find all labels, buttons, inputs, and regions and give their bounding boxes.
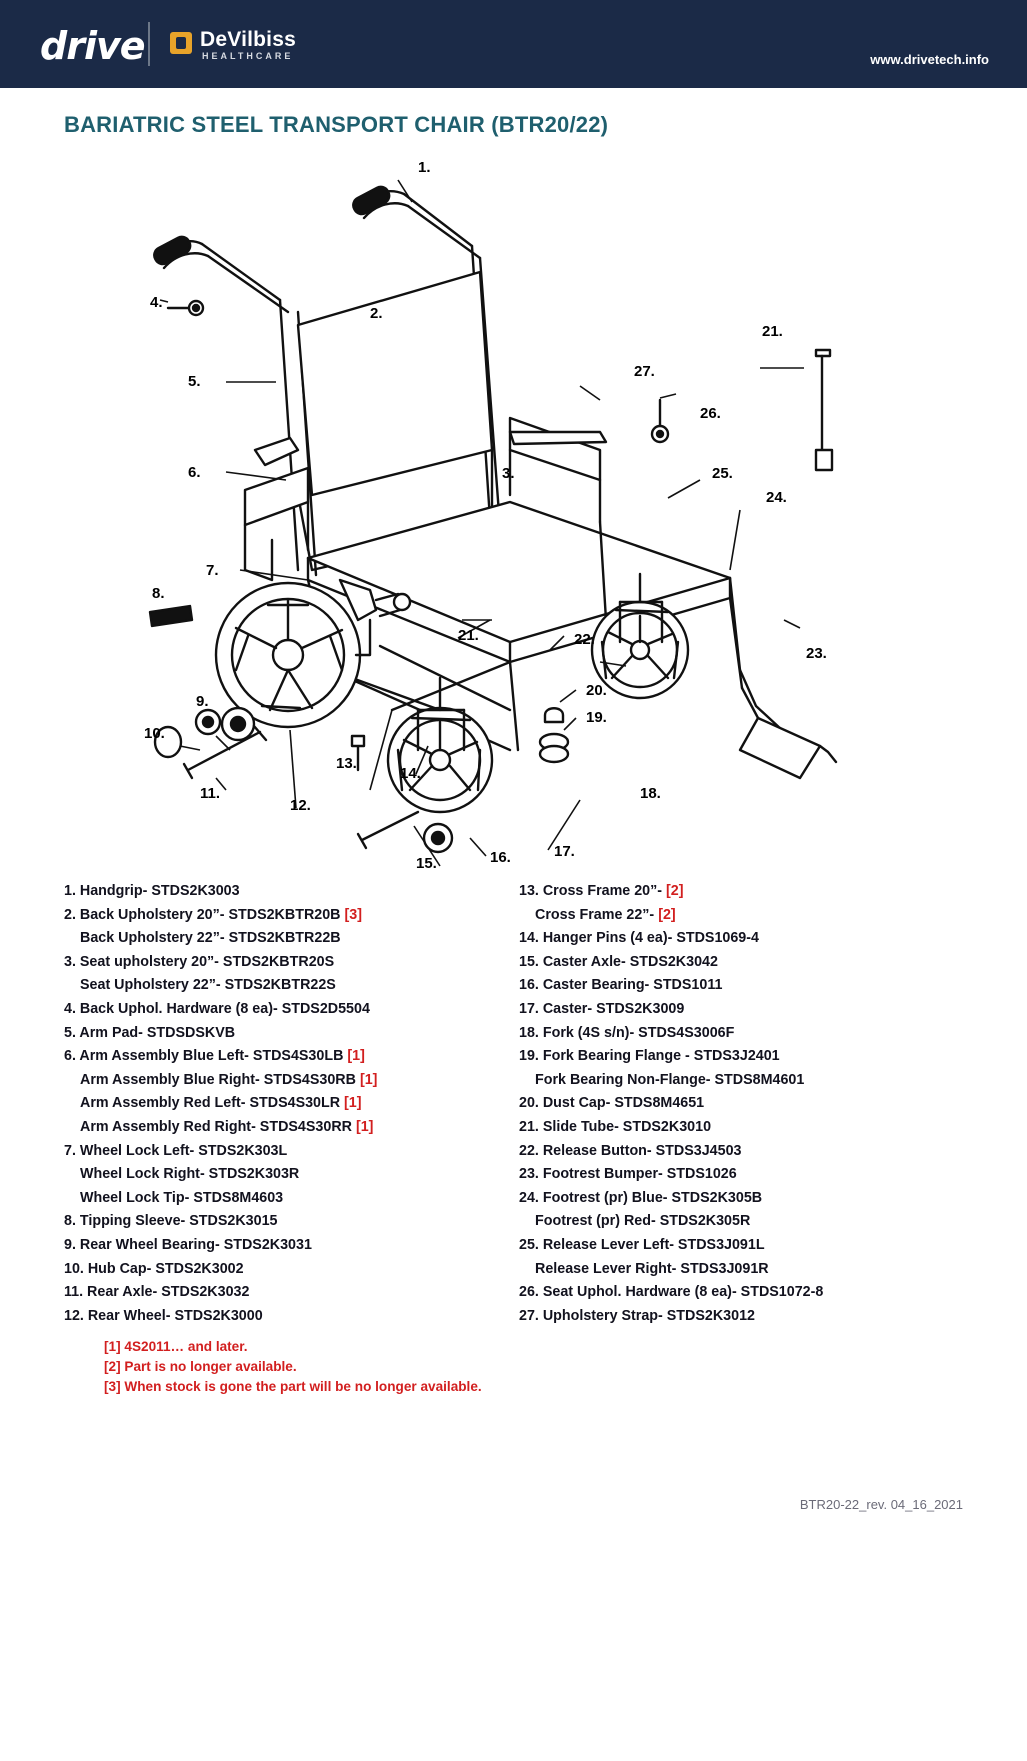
list-item <box>519 880 949 904</box>
svg-text:26.: 26. <box>700 405 721 422</box>
svg-text:7.: 7. <box>206 562 219 579</box>
part-text: 8. Tipping Sleeve- STDS2K3015 <box>64 1213 278 1230</box>
list-item <box>519 1045 949 1069</box>
svg-text:24.: 24. <box>766 489 787 506</box>
part-text: 2. Back Upholstery 20”- STDS2KBTR20B <box>64 906 341 923</box>
list-item <box>64 1281 494 1305</box>
part-text: 21. Slide Tube- STDS2K3010 <box>519 1118 712 1135</box>
part-text: 19. Fork Bearing Flange - STDS3J2401 <box>519 1048 780 1065</box>
part-note: [1] <box>344 1095 362 1112</box>
list-item <box>519 1258 949 1282</box>
part-text: Seat Upholstery 22”- STDS2KBTR22S <box>80 977 336 994</box>
list-item <box>64 1187 494 1211</box>
svg-text:21.: 21. <box>762 323 783 340</box>
part-text: 7. Wheel Lock Left- STDS2K303L <box>64 1142 288 1159</box>
list-item <box>64 974 494 998</box>
svg-text:3.: 3. <box>502 465 515 482</box>
part-text: 27. Upholstery Strap- STDS2K3012 <box>519 1307 755 1324</box>
revision-label: BTR20-22_rev. 04_16_2021 <box>799 1497 963 1512</box>
part-text: 1. Handgrip- STDS2K3003 <box>64 883 240 899</box>
list-item <box>64 1045 494 1069</box>
svg-text:11.: 11. <box>200 785 221 802</box>
part-text: 15. Caster Axle- STDS2K3042 <box>519 953 718 970</box>
part-text: 22. Release Button- STDS3J4503 <box>519 1142 742 1159</box>
part-text: 10. Hub Cap- STDS2K3002 <box>64 1260 244 1277</box>
list-item <box>64 1258 494 1282</box>
svg-text:15.: 15. <box>416 855 437 872</box>
page-title: BARIATRIC STEEL TRANSPORT CHAIR (BTR20/22) <box>64 112 609 137</box>
part-note: [2] <box>658 906 676 923</box>
list-item <box>519 1163 949 1187</box>
svg-text:1.: 1. <box>418 159 431 176</box>
part-note: [2] <box>666 883 684 899</box>
part-text: Back Upholstery 22”- STDS2KBTR22B <box>80 930 341 947</box>
list-item <box>519 1305 949 1329</box>
svg-text:5.: 5. <box>188 373 201 390</box>
svg-text:8.: 8. <box>152 585 165 602</box>
list-item <box>64 1140 494 1164</box>
list-item <box>64 904 494 928</box>
part-text: 20. Dust Cap- STDS8M4651 <box>519 1095 705 1112</box>
svg-text:19.: 19. <box>586 709 607 726</box>
list-item <box>64 880 494 904</box>
list-item <box>519 974 949 998</box>
devilbiss-mark-icon <box>170 32 192 54</box>
header-url[interactable]: www.drivetech.info <box>870 52 989 67</box>
svg-text:2.: 2. <box>370 305 383 322</box>
part-text: 3. Seat upholstery 20”- STDS2KBTR20S <box>64 953 335 970</box>
part-text: Wheel Lock Right- STDS2K303R <box>80 1166 300 1183</box>
devilbiss-logo: DeVilbiss <box>200 28 296 51</box>
list-item <box>64 1069 494 1093</box>
part-text: 13. Cross Frame 20”- <box>519 883 663 899</box>
logo-divider <box>148 22 150 66</box>
svg-text:4.: 4. <box>150 294 163 311</box>
part-note: [1] <box>347 1048 365 1065</box>
part-text: Arm Assembly Red Left- STDS4S30LR <box>80 1095 341 1112</box>
footnote-2: [2] Part is no longer available. <box>104 1359 297 1374</box>
part-text: Footrest (pr) Red- STDS2K305R <box>535 1213 751 1230</box>
part-text: Cross Frame 22”- <box>535 906 655 923</box>
part-text: 12. Rear Wheel- STDS2K3000 <box>64 1307 263 1324</box>
list-item <box>64 1092 494 1116</box>
list-item <box>519 1187 949 1211</box>
part-text: 5. Arm Pad- STDSDSKVB <box>64 1024 236 1041</box>
list-item <box>519 1022 949 1046</box>
list-item <box>519 904 949 928</box>
list-item <box>64 1116 494 1140</box>
list-item <box>519 1069 949 1093</box>
svg-text:25.: 25. <box>712 465 733 482</box>
list-item <box>519 1092 949 1116</box>
part-text: 16. Caster Bearing- STDS1011 <box>519 977 723 994</box>
svg-text:12.: 12. <box>290 797 311 814</box>
list-item <box>64 1234 494 1258</box>
part-text: Wheel Lock Tip- STDS8M4603 <box>80 1189 284 1206</box>
part-text: 14. Hanger Pins (4 ea)- STDS1069-4 <box>519 930 759 947</box>
list-item <box>519 1281 949 1305</box>
svg-text:13.: 13. <box>336 755 357 772</box>
list-item <box>64 1305 494 1329</box>
part-text: Release Lever Right- STDS3J091R <box>535 1260 769 1277</box>
list-item <box>519 1210 949 1234</box>
part-text: Arm Assembly Blue Right- STDS4S30RB <box>80 1071 356 1088</box>
list-item <box>519 927 949 951</box>
footnote-1: [1] 4S2011… and later. <box>104 1339 248 1354</box>
footnote-3: [3] When stock is gone the part will be no longer available. <box>104 1379 482 1394</box>
page-header <box>0 0 1027 88</box>
list-item <box>64 998 494 1022</box>
list-item <box>64 951 494 975</box>
devilbiss-tagline: HEALTHCARE <box>202 51 294 61</box>
svg-text:22.: 22. <box>574 631 595 648</box>
part-text: 24. Footrest (pr) Blue- STDS2K305B <box>519 1189 763 1206</box>
list-item <box>519 1234 949 1258</box>
footnotes <box>104 1337 482 1397</box>
list-item <box>64 1022 494 1046</box>
part-text: 4. Back Uphol. Hardware (8 ea)- STDS2D5504 <box>64 1000 370 1017</box>
exploded-diagram <box>40 150 990 880</box>
svg-text:9.: 9. <box>196 693 209 710</box>
list-item <box>64 1163 494 1187</box>
list-item <box>519 951 949 975</box>
part-note: [3] <box>344 906 362 923</box>
list-item <box>519 998 949 1022</box>
list-item <box>64 927 494 951</box>
svg-text:17.: 17. <box>554 843 575 860</box>
svg-text:10.: 10. <box>144 725 165 742</box>
part-text: 25. Release Lever Left- STDS3J091L <box>519 1236 765 1253</box>
part-text: 9. Rear Wheel Bearing- STDS2K3031 <box>64 1236 312 1253</box>
svg-text:23.: 23. <box>806 645 827 662</box>
part-text: 26. Seat Uphol. Hardware (8 ea)- STDS1072-8 <box>519 1284 824 1301</box>
svg-text:6.: 6. <box>188 464 201 481</box>
part-text: 23. Footrest Bumper- STDS1026 <box>519 1166 737 1183</box>
svg-text:21.: 21. <box>458 627 479 644</box>
svg-text:14.: 14. <box>400 765 421 782</box>
svg-text:20.: 20. <box>586 682 607 699</box>
list-item <box>64 1210 494 1234</box>
part-text: Arm Assembly Red Right- STDS4S30RR <box>80 1118 352 1135</box>
parts-list-right-column <box>519 880 949 1328</box>
parts-list-left-column <box>64 880 494 1328</box>
drive-logo: drive <box>40 24 145 68</box>
list-item <box>519 1116 949 1140</box>
part-text: 6. Arm Assembly Blue Left- STDS4S30LB <box>64 1048 344 1065</box>
svg-text:27.: 27. <box>634 363 655 380</box>
part-note: [1] <box>355 1118 374 1135</box>
part-text: 11. Rear Axle- STDS2K3032 <box>64 1284 250 1301</box>
svg-text:16.: 16. <box>490 849 511 866</box>
part-text: 18. Fork (4S s/n)- STDS4S3006F <box>519 1024 735 1041</box>
part-text: 17. Caster- STDS2K3009 <box>519 1000 685 1017</box>
svg-text:18.: 18. <box>640 785 661 802</box>
list-item <box>519 1140 949 1164</box>
part-text: Fork Bearing Non-Flange- STDS8M4601 <box>535 1071 805 1088</box>
part-note: [1] <box>359 1071 378 1088</box>
